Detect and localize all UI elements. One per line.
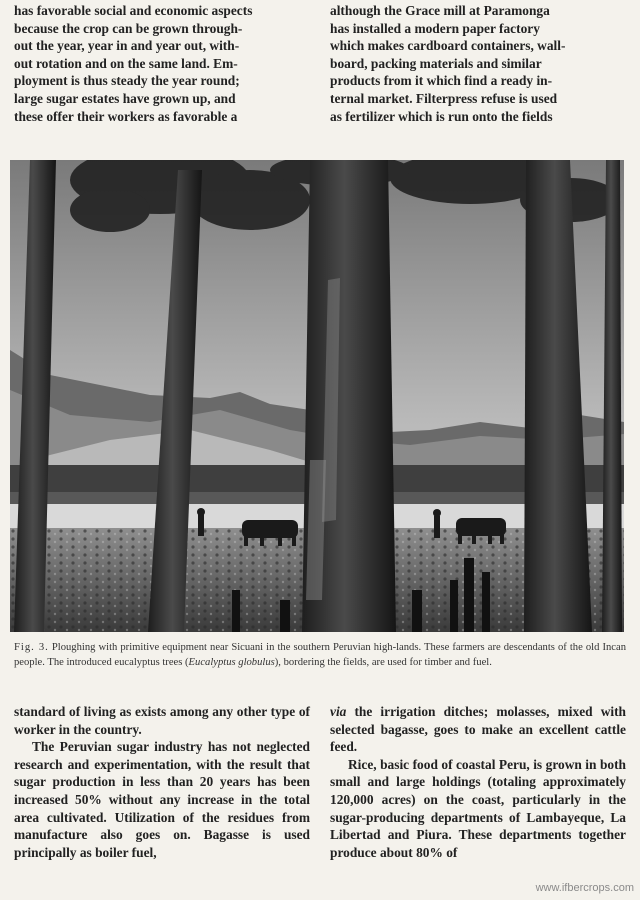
ploughing-photograph bbox=[10, 160, 624, 632]
top-left-line: these offer their workers as favorable a bbox=[14, 108, 238, 124]
top-left-line: large sugar estates have grown up, and bbox=[14, 90, 236, 106]
photo-illustration bbox=[10, 160, 624, 632]
top-left-line: has favorable social and economic aspects bbox=[14, 3, 253, 18]
paragraph: The Peruvian sugar industry has not neglected research and experimentation, with the result that sugar production in less than 20 years has been increased 50% without any increase in the total area cultivated. Utilization of the residues from manufacture also goes on. Bagasse is used principally as boiler fuel, bbox=[14, 739, 310, 860]
top-right-line: products from it which find a ready in- bbox=[330, 73, 553, 89]
via-word: via bbox=[330, 704, 347, 719]
bottom-right-column bbox=[330, 703, 626, 861]
watermark: www.ifbercrops.com bbox=[535, 882, 634, 894]
top-right-line: board, packing materials and similar bbox=[330, 55, 542, 71]
bottom-left-column bbox=[14, 703, 310, 861]
caption-species: Eucalyptus globulus bbox=[188, 656, 275, 668]
paragraph: standard of living as exists among any other type of worker in the country. bbox=[14, 704, 310, 737]
figure-caption bbox=[14, 641, 626, 670]
paragraph: basic food of coastal Peru, is grown in both small and large holdings (totaling approximately 120,000 acres) on the coast, particularly in the sugar-producing departments of Lambayeque, La Libertad and Piura. These departments together produce about 80% of bbox=[330, 756, 626, 860]
caption-text-end: ), bordering the fields, are used for timber and fuel. bbox=[274, 656, 492, 668]
top-right-line: as fertilizer which is run onto the fields bbox=[330, 108, 553, 124]
figure-label: Fig. 3. bbox=[14, 642, 49, 653]
top-right-column bbox=[330, 2, 626, 125]
top-right-line: ternal market. Filterpress refuse is used bbox=[330, 90, 558, 106]
paragraph: the irrigation ditches; molasses, mixed with selected bagasse, goes to make an excellent cattle feed. bbox=[330, 704, 626, 755]
top-right-line: has installed a modern paper factory bbox=[330, 20, 540, 36]
top-left-line: out rotation and on the same land. Em- bbox=[14, 55, 238, 71]
top-left-line: ployment is thus steady the year round; bbox=[14, 73, 240, 89]
top-left-line: because the crop can be grown through- bbox=[14, 20, 243, 36]
top-right-line: although the Grace mill at Paramonga bbox=[330, 3, 550, 18]
rice-heading: Rice, bbox=[348, 756, 377, 772]
caption-text: Ploughing with primitive equipment near Sicuani in the southern Peruvian high-lands. These farmers are descendants of the old Incan people. The introduced eucalyptus trees ( bbox=[14, 642, 626, 668]
top-left-line: out the year, year in and year out, with- bbox=[14, 38, 240, 54]
top-right-line: which makes cardboard containers, wall- bbox=[330, 38, 566, 54]
top-left-column bbox=[14, 2, 310, 125]
